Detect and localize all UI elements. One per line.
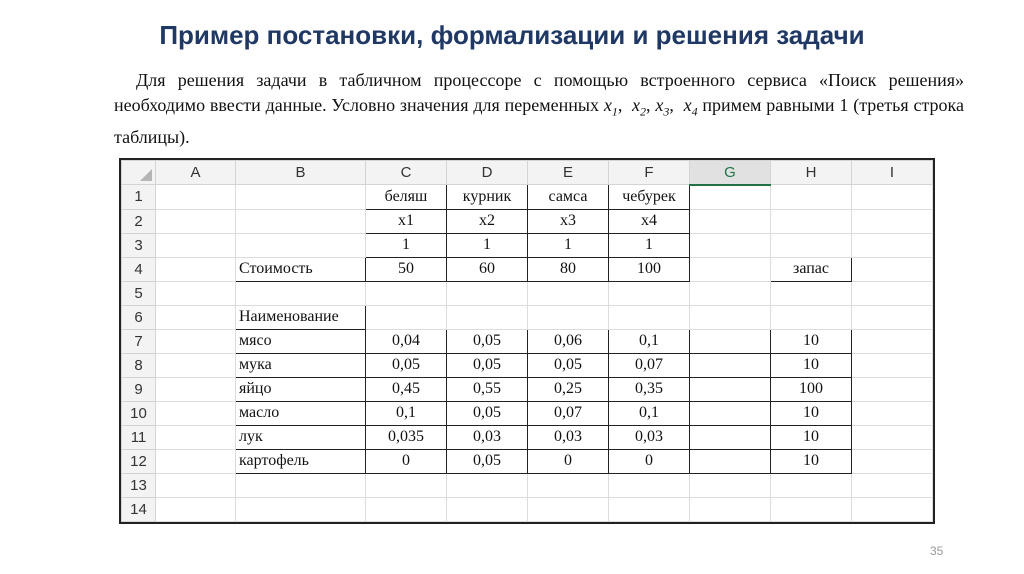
sheet-row [122,329,933,353]
cell-e2[interactable]: x3 [528,209,609,233]
cell-f1[interactable]: чебурек [609,185,690,210]
cell-d4[interactable]: 60 [447,257,528,281]
cell-d1[interactable]: курник [447,185,528,210]
cell-g7[interactable] [690,329,771,353]
cell-c14[interactable] [366,497,447,521]
cell-i11[interactable] [852,425,933,449]
cell-e8[interactable]: 0,05 [528,353,609,377]
cell-c12[interactable]: 0 [366,449,447,473]
cell-d10[interactable]: 0,05 [447,401,528,425]
cell-g10[interactable] [690,401,771,425]
cell-f7[interactable]: 0,1 [609,329,690,353]
cell-e4[interactable]: 80 [528,257,609,281]
cell-e1[interactable]: самса [528,185,609,210]
cell-g5[interactable] [690,281,771,305]
intro-text-part1: Для решения задачи в табличном процессоре с помощью встроенного сервиса «Поиск решения» необходимо ввести данные. Условно значения для переменных [114,70,964,115]
cell-a7[interactable] [156,329,236,353]
sheet-row [122,449,933,473]
cell-a14[interactable] [156,497,236,521]
cell-b1[interactable] [236,185,366,210]
var-x2: $x_2$ [632,95,647,119]
cell-i2[interactable] [852,209,933,233]
cell-b2[interactable] [236,209,366,233]
column-header-h[interactable]: H [771,161,852,185]
cell-b13[interactable] [236,473,366,497]
sheet-row [122,209,933,233]
cell-h6[interactable] [771,305,852,329]
cell-i8[interactable] [852,353,933,377]
cell-f6[interactable] [609,305,690,329]
cell-e6[interactable] [528,305,609,329]
cell-h2[interactable] [771,209,852,233]
cell-a13[interactable] [156,473,236,497]
sheet-row [122,233,933,257]
cell-i5[interactable] [852,281,933,305]
cell-h13[interactable] [771,473,852,497]
cell-b7[interactable]: мясо [236,329,366,353]
cell-i6[interactable] [852,305,933,329]
cell-g1[interactable] [690,185,771,210]
cell-d5[interactable] [447,281,528,305]
cell-c11[interactable]: 0,035 [366,425,447,449]
cell-a9[interactable] [156,377,236,401]
cell-h5[interactable] [771,281,852,305]
cell-i10[interactable] [852,401,933,425]
cell-h12[interactable]: 10 [771,449,852,473]
cell-c1[interactable]: беляш [366,185,447,210]
row-header-7[interactable]: 7 [122,329,156,353]
cell-e7[interactable]: 0,06 [528,329,609,353]
cell-d13[interactable] [447,473,528,497]
cell-f2[interactable]: x4 [609,209,690,233]
sheet-row [122,281,933,305]
cell-e13[interactable] [528,473,609,497]
cell-a11[interactable] [156,425,236,449]
cell-b4[interactable]: Стоимость [236,257,366,281]
cell-c4[interactable]: 50 [366,257,447,281]
intro-paragraph: Для решения задачи в табличном процессоре с помощью встроенного сервиса «Поиск решения» необходимо ввести данные. Условно значения для переменных $x_1$, $x_2$, $x_3$, $x_4$ примем равными 1 (третья строка таблицы). [114,70,965,147]
cell-h3[interactable] [771,233,852,257]
cell-a1[interactable] [156,185,236,210]
cell-a5[interactable] [156,281,236,305]
cell-d8[interactable]: 0,05 [447,353,528,377]
cell-b5[interactable] [236,281,366,305]
intro-text-part2: примем равными 1 (третья строка таблицы). [114,95,965,147]
cell-c10[interactable]: 0,1 [366,401,447,425]
row-header-6[interactable]: 6 [122,305,156,329]
cell-f3[interactable]: 1 [609,233,690,257]
column-header-i[interactable]: I [852,161,933,185]
column-header-g[interactable]: G [690,161,771,185]
cell-i7[interactable] [852,329,933,353]
cell-e12[interactable]: 0 [528,449,609,473]
cell-e10[interactable]: 0,07 [528,401,609,425]
cell-f9[interactable]: 0,35 [609,377,690,401]
cell-g6[interactable] [690,305,771,329]
row-header-14[interactable]: 14 [122,497,156,521]
row-header-11[interactable]: 11 [122,425,156,449]
row-header-1[interactable]: 1 [122,185,156,210]
cell-i9[interactable] [852,377,933,401]
cell-f12[interactable]: 0 [609,449,690,473]
cell-c6[interactable] [366,305,447,329]
row-header-8[interactable]: 8 [122,353,156,377]
cell-i4[interactable] [852,257,933,281]
column-header-b[interactable]: B [236,161,366,185]
var-x3: $x_3$ [655,95,670,119]
cell-h11[interactable]: 10 [771,425,852,449]
cell-h8[interactable]: 10 [771,353,852,377]
cell-f4[interactable]: 100 [609,257,690,281]
cell-c2[interactable]: x1 [366,209,447,233]
row-header-12[interactable]: 12 [122,449,156,473]
cell-b10[interactable]: масло [236,401,366,425]
cell-c9[interactable]: 0,45 [366,377,447,401]
cell-e9[interactable]: 0,25 [528,377,609,401]
cell-c13[interactable] [366,473,447,497]
sheet-row [122,401,933,425]
cell-f8[interactable]: 0,07 [609,353,690,377]
cell-f10[interactable]: 0,1 [609,401,690,425]
sheet-row [122,185,933,210]
cell-e11[interactable]: 0,03 [528,425,609,449]
row-header-2[interactable]: 2 [122,209,156,233]
row-header-4[interactable]: 4 [122,257,156,281]
row-header-10[interactable]: 10 [122,401,156,425]
column-header-f[interactable]: F [609,161,690,185]
cell-d9[interactable]: 0,55 [447,377,528,401]
cell-h9[interactable]: 100 [771,377,852,401]
cell-g8[interactable] [690,353,771,377]
row-header-3[interactable]: 3 [122,233,156,257]
cell-d6[interactable] [447,305,528,329]
cell-c5[interactable] [366,281,447,305]
cell-f5[interactable] [609,281,690,305]
sheet-row [122,353,933,377]
cell-f11[interactable]: 0,03 [609,425,690,449]
row-header-5[interactable]: 5 [122,281,156,305]
cell-g13[interactable] [690,473,771,497]
cell-d3[interactable]: 1 [447,233,528,257]
cell-a12[interactable] [156,449,236,473]
cell-a8[interactable] [156,353,236,377]
cell-d14[interactable] [447,497,528,521]
cell-g4[interactable] [690,257,771,281]
cell-g14[interactable] [690,497,771,521]
sheet-row [122,497,933,521]
cell-f13[interactable] [609,473,690,497]
cell-d7[interactable]: 0,05 [447,329,528,353]
cell-b6[interactable]: Наименование [236,305,366,329]
cell-i3[interactable] [852,233,933,257]
column-header-d[interactable]: D [447,161,528,185]
cell-c3[interactable]: 1 [366,233,447,257]
cell-f14[interactable] [609,497,690,521]
var-x4: $x_4$ [683,95,698,119]
cell-a3[interactable] [156,233,236,257]
cell-b3[interactable] [236,233,366,257]
cell-e5[interactable] [528,281,609,305]
sheet-row [122,425,933,449]
cell-g2[interactable] [690,209,771,233]
cell-a6[interactable] [156,305,236,329]
select-all-corner[interactable] [122,161,156,185]
cell-a10[interactable] [156,401,236,425]
cell-b14[interactable] [236,497,366,521]
slide-title: Пример постановки, формализации и решения задачи [159,20,865,50]
sheet-row [122,305,933,329]
column-header-c[interactable]: C [366,161,447,185]
cell-g11[interactable] [690,425,771,449]
var-x1: $x_1$ [603,95,618,119]
sheet-row [122,257,933,281]
cell-d2[interactable]: x2 [447,209,528,233]
cell-g3[interactable] [690,233,771,257]
row-header-9[interactable]: 9 [122,377,156,401]
spreadsheet-grid [121,160,933,522]
column-header-e[interactable]: E [528,161,609,185]
cell-a4[interactable] [156,257,236,281]
cell-d11[interactable]: 0,03 [447,425,528,449]
sheet-row [122,377,933,401]
cell-d12[interactable]: 0,05 [447,449,528,473]
column-header-a[interactable]: A [156,161,236,185]
cell-a2[interactable] [156,209,236,233]
spreadsheet [119,158,935,524]
cell-e14[interactable] [528,497,609,521]
cell-b9[interactable]: яйцо [236,377,366,401]
cell-g12[interactable] [690,449,771,473]
cell-i1[interactable] [852,185,933,210]
sheet-row [122,473,933,497]
cell-b11[interactable]: лук [236,425,366,449]
cell-i13[interactable] [852,473,933,497]
cell-h7[interactable]: 10 [771,329,852,353]
cell-e3[interactable]: 1 [528,233,609,257]
cell-b8[interactable]: мука [236,353,366,377]
page-number: 35 [930,544,944,558]
cell-g9[interactable] [690,377,771,401]
cell-h4[interactable]: запас [771,257,852,281]
row-header-13[interactable]: 13 [122,473,156,497]
cell-c7[interactable]: 0,04 [366,329,447,353]
cell-c8[interactable]: 0,05 [366,353,447,377]
cell-h14[interactable] [771,497,852,521]
cell-h10[interactable]: 10 [771,401,852,425]
cell-i12[interactable] [852,449,933,473]
cell-i14[interactable] [852,497,933,521]
cell-h1[interactable] [771,185,852,210]
cell-b12[interactable]: картофель [236,449,366,473]
